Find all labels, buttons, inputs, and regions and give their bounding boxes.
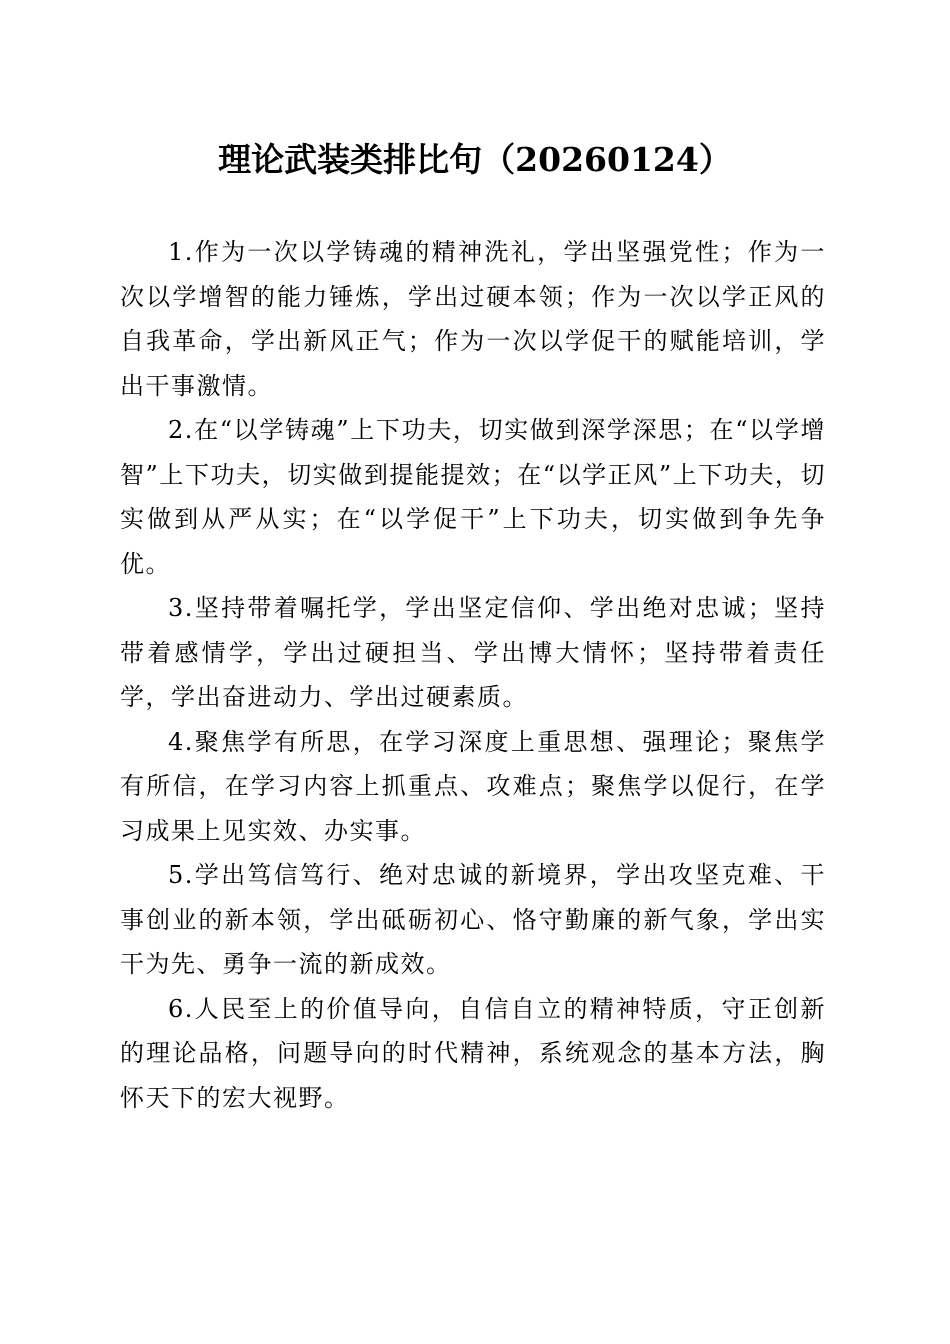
paragraph-1: 1.作为一次以学铸魂的精神洗礼，学出坚强党性；作为一次以学增智的能力锤炼，学出过硬本领；作为一次以学正风的自我革命，学出新风正气；作为一次以学促干的赋能培训，学出干事激情。 [120,238,826,400]
paragraph-5: 5.学出笃信笃行、绝对忠诚的新境界，学出攻坚克难、干事创业的新本领，学出砥砺初心、恪守勤廉的新气象，学出实干为先、勇争一流的新成效。 [120,861,826,978]
paragraph-2: 2.在“以学铸魂”上下功夫，切实做到深学深思；在“以学增智”上下功夫，切实做到提能提效；在“以学正风”上下功夫，切实做到从严从实；在“以学促干”上下功夫，切实做到争先争优。 [120,416,826,578]
paragraph-6: 6.人民至上的价值导向，自信自立的精神特质，守正创新的理论品格，问题导向的时代精神，系统观念的基本方法，胸怀天下的宏大视野。 [120,994,826,1112]
paragraph-3: 3.坚持带着嘱托学，学出坚定信仰、学出绝对忠诚；坚持带着感情学，学出过硬担当、学出博大情怀；坚持带着责任学，学出奋进动力、学出过硬素质。 [120,594,826,711]
document-title: 理论武装类排比句（20260124） [218,140,732,179]
paragraph-4: 4.聚焦学有所思，在学习深度上重思想、强理论；聚焦学有所信，在学习内容上抓重点、攻难点；聚焦学以促行，在学习成果上见实效、办实事。 [120,727,826,845]
document-body [120,230,826,1120]
